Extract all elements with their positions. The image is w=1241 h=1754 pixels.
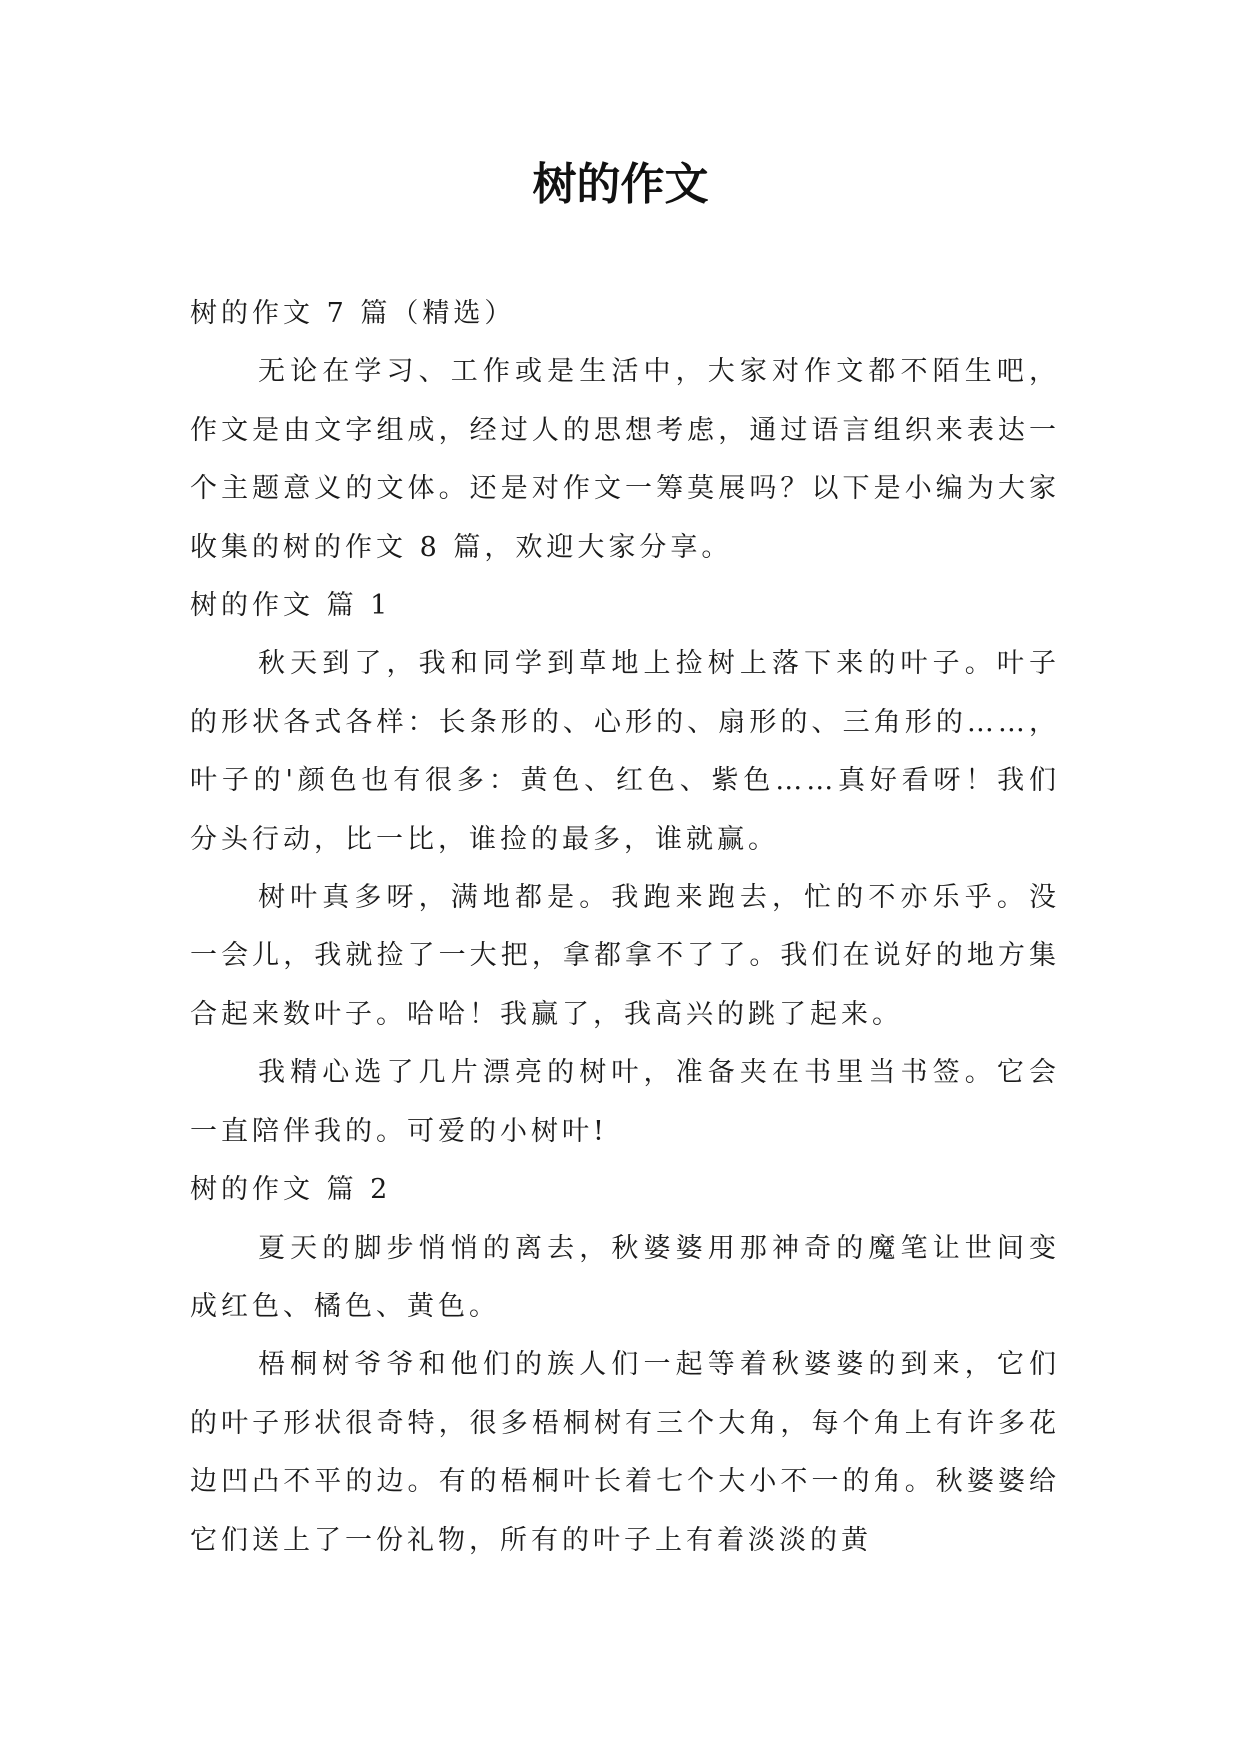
- section-paragraph: 我精心选了几片漂亮的树叶，准备夹在书里当书签。它会一直陪伴我的。可爱的小树叶!: [190, 1057, 1060, 1147]
- document-title: 树的作文: [532, 159, 709, 210]
- document-body: [190, 285, 1060, 1570]
- section-paragraph: 夏天的脚步悄悄的离去，秋婆婆用那神奇的魔笔让世间变成红色、橘色、黄色。: [190, 1232, 1060, 1322]
- section-paragraph: 秋天到了，我和同学到草地上捡树上落下来的叶子。叶子的形状各式各样：长条形的、心形的、扇形的、三角形的……，叶子的'颜色也有很多：黄色、红色、紫色……真好看呀！我们分头行动，比一比，谁捡的最多，谁就赢。: [190, 648, 1060, 855]
- intro-paragraph: 无论在学习、工作或是生活中，大家对作文都不陌生吧，作文是由文字组成，经过人的思想考虑，通过语言组织来表达一个主题意义的文体。还是对作文一筹莫展吗？以下是小编为大家收集的树的作文 8 篇，欢迎大家分享。: [190, 356, 1060, 563]
- section-heading: 树的作文 篇 2: [190, 1174, 392, 1206]
- section-paragraph: 梧桐树爷爷和他们的族人们一起等着秋婆婆的到来，它们的叶子形状很奇特，很多梧桐树有三个大角，每个角上有许多花边凹凸不平的边。有的梧桐叶长着七个大小不一的角。秋婆婆给它们送上了一份礼物，所有的叶子上有着淡淡的黄: [190, 1349, 1060, 1556]
- document-subtitle: 树的作文 7 篇（精选）: [190, 298, 516, 329]
- section-paragraph: 树叶真多呀，满地都是。我跑来跑去，忙的不亦乐乎。没一会儿，我就捡了一大把，拿都拿不了了。我们在说好的地方集合起来数叶子。哈哈！我赢了，我高兴的跳了起来。: [190, 882, 1060, 1030]
- section-heading: 树的作文 篇 1: [190, 590, 392, 622]
